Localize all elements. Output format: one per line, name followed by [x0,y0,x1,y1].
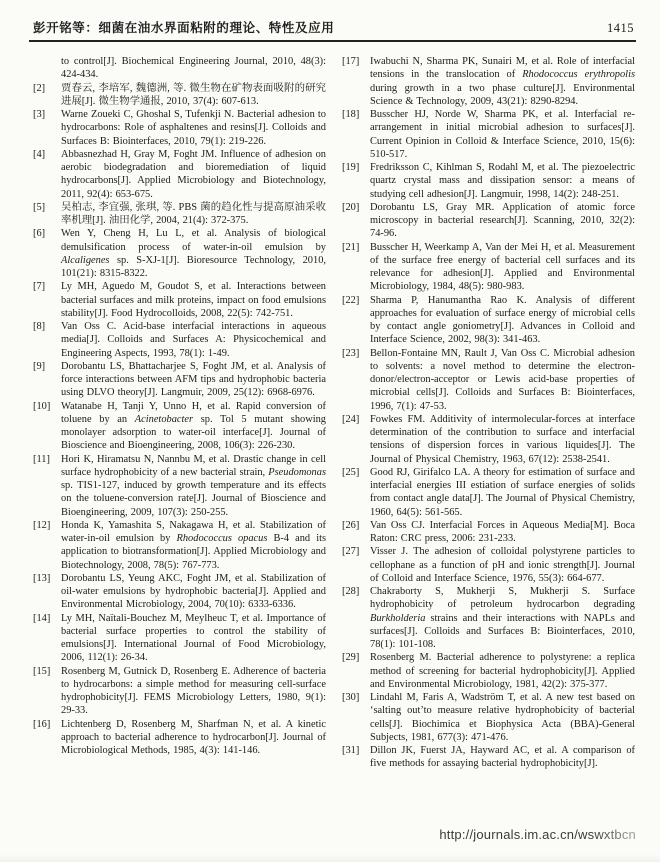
reference-text: 吴柏志, 李宜强, 张琪, 等. PBS 菌的趋化性与提高原油采收率机理[J]. 油田化学, 2004, 21(4): 372-375. [61,201,326,226]
reference-text: Abbasnezhad H, Gray M, Foght JM. Influence of adhesion on aerobic biodegradation and bioremediation of liquid hydrocarbons[J]. Applied Microbiology and Biotechnology, 2011, 92(4): 653-675. [61,148,326,200]
reference-number: [17] [342,56,360,67]
page-number: 1415 [607,21,634,35]
page-footer [439,827,636,842]
reference-item [33,108,326,148]
reference-number: [14] [33,612,51,624]
reference-number: [26] [342,519,360,531]
reference-text: Dorobantu LS, Bhattacharjee S, Foght JM, et al. Analysis of force interactions between AFM tips and hydrophobic bacteria using DLVO theory[J]. Langmuir, 2009, 25(12): 6968-6976. [61,360,326,399]
reference-item [342,651,635,691]
reference-item [342,545,635,585]
reference-number: [23] [342,347,360,359]
reference-text: Wen Y, Cheng H, Lu L, et al. Analysis of biological demulsification process of water-in-oil emulsion by Alcaligenes sp. S-XJ-1[J]. Bioresource Technology, 2010, 101(21): 8315-8322. [61,228,326,279]
reference-item [33,572,326,612]
reference-item [33,201,326,228]
reference-number: [31] [342,745,360,756]
reference-item [33,519,326,572]
reference-item [342,161,635,201]
reference-text: Visser J. The adhesion of colloidal polystyrene particles to cellophane as a function of pH and ionic strength[J]. Journal of Colloid and Interface Science, 1976, 55(3): 664-677. [370,546,635,584]
reference-item [342,201,635,241]
reference-number: [10] [33,400,51,412]
reference-item [33,320,326,360]
reference-number: [9] [33,360,46,372]
reference-text: Watanabe H, Tanji Y, Unno H, et al. Rapid conversion of toluene by an Acinetobacter sp. Tol 5 mutant showing monolayer adsorption to water-oil interface[J]. Journal of Bioscience and Bioengineering, 2008, 106(3): 226-230. [61,400,327,452]
reference-text: Fredriksson C, Kihlman S, Rodahl M, et al. The piezoelectric quartz crystal mass and dissipation sensor: a means of studying cell adhesion[J]. Langmuir, 1998, 14(2): 248-251. [370,162,635,200]
reference-number: [24] [342,413,360,425]
reference-item [33,280,326,320]
reference-text: Hori K, Hiramatsu N, Nannbu M, et al. Drastic change in cell surface hydrophobicity of a new bacterial strain, Pseudomonas sp. TIS1-127, induced by growth temperature and its effects on the toluene-conversion rate[J]. Journal of Bioscience and Bioengineering, 2009, 107(3): 250-255. [61,453,326,518]
reference-number: [5] [33,201,46,213]
reference-text: Busscher HJ, Norde W, Sharma PK, et al. Interfacial re-arrangement in initial microbial adhesion to surfaces[J]. Current Opinion in Colloid & Interface Science, 2010, 15(6): 510-517. [370,109,635,160]
reference-text: Honda K, Yamashita S, Nakagawa H, et al. Stabilization of water-in-oil emulsion by Rhodococcus opacus B-4 and its application to biotransformation[J]. Applied Microbiology and Biotechnology, 2008, 78(5): 767-773. [61,519,327,571]
reference-text: Good RJ, Girifalco LA. A theory for estimation of surface and interfacial energies III estiation of surface energies of solids from contact angle data[J]. The Journal of Physical Chemistry, 1960, 64(5): 561-565. [370,466,635,518]
reference-text: 贾春云, 李培军, 魏德洲, 等. 微生物在矿物表面吸附的研究进展[J]. 微生物学通报, 2010, 37(4): 607-613. [61,82,326,107]
reference-text: Bellon-Fontaine MN, Rault J, Van Oss C. Microbial adhesion to solvents: a novel method to determine the electron-donor/electron-acceptor or Lewis acid-base properties of microbial cells[J]. Colloids and Surfaces B: Biointerfaces, 1996, 7(1): 47-53. [370,347,635,412]
reference-item [342,744,635,771]
reference-text: to control[J]. Biochemical Engineering Journal, 2010, 48(3): 424-434. [61,56,326,81]
reference-text: Dillon JK, Fuerst JA, Hayward AC, et al. A comparison of five methods for assaying bacterial hydrophobicity[J]. [370,745,635,770]
reference-item [33,148,326,201]
reference-item [33,665,326,718]
reference-number: [6] [33,228,46,240]
reference-item [33,55,326,82]
reference-text: Chakraborty S, Mukherji S, Mukherji S. Surface hydrophobicity of petroleum hydrocarbon degrading Burkholderia strains and their interactions with NAPLs and surfaces[J]. Colloids and Surfaces B: Biointerfaces, 2010, 78(1): 101-108. [370,586,635,650]
reference-item [33,718,326,758]
reference-item [33,227,326,280]
reference-item [342,466,635,519]
reference-number: [28] [342,586,360,597]
reference-number: [3] [33,109,46,120]
reference-text: Busscher H, Weerkamp A, Van der Mei H, et al. Measurement of the surface free energy of bacterial cell surfaces and its relevance for adhesion[J]. Applied and Environmental Microbiology, 1984, 48(5): 980-983. [370,241,635,293]
reference-number: [27] [342,546,360,558]
reference-number: [18] [342,109,360,120]
reference-text: Van Oss C. Acid-base interfacial interactions in aqueous media[J]. Colloids and Surfaces A: Physicochemical and Engineering Aspects, 1993, 78(1): 1-49. [61,321,326,359]
reference-item [33,453,326,519]
reference-text: Dorobantu LS, Gray MR. Application of atomic force microscopy in bacterial research[J]. Scanning, 2010, 32(2): 74-96. [370,201,635,240]
reference-text: Lichtenberg D, Rosenberg M, Sharfman N, et al. A kinetic approach to bacterial adherence to hydrocarbon[J]. Journal of Microbiological Methods, 1985, 4(3): 141-146. [61,718,326,756]
reference-text: Van Oss CJ. Interfacial Forces in Aqueous Media[M]. Boca Raton: CRC press, 2006: 231-233. [370,519,635,544]
reference-number: [29] [342,652,360,664]
reference-item [342,413,635,466]
reference-text: Warne Zoueki C, Ghoshal S, Tufenkji N. Bacterial adhesion to hydrocarbons: Role of asphaltenes and resins[J]. Colloids and Surfaces B: Biointerfaces, 2010, 79(1): 219-226. [61,109,326,147]
reference-number: [7] [33,281,46,293]
reference-item [342,241,635,294]
reference-item [33,400,326,453]
reference-number: [30] [342,692,360,703]
reference-number: [15] [33,665,51,677]
reference-number: [8] [33,321,46,332]
reference-number: [25] [342,466,360,478]
reference-number: [11] [33,453,50,465]
reference-item [342,55,635,108]
header-rule [29,40,636,42]
reference-text: Sharma P, Hanumantha Rao K. Analysis of different approaches for evaluation of surface energy of microbial cells by contact angle goniometry[J]. Advances in Colloid and Interface Science, 2002, 98(3): 341-463. [370,294,635,346]
references-section [33,55,635,771]
reference-item [342,691,635,744]
reference-number: [22] [342,294,360,306]
page-header [33,18,634,36]
reference-number: [2] [33,82,46,94]
reference-number: [4] [33,148,46,160]
running-title: 彭开铭等：细菌在油水界面粘附的理论、特性及应用 [33,21,335,35]
reference-text: Ly MH, Naïtali-Bouchez M, Meylheuc T, et al. Importance of bacterial surface properties to control the stability of emulsions[J]. International Journal of Food Microbiology, 2006, 112(1): 26-34. [61,612,326,664]
reference-text: Rosenberg M, Gutnick D, Rosenberg E. Adherence of bacteria to hydrocarbons: a simple method for measuring cell-surface hydrophobicity[J]. FEMS Microbiology Letters, 1980, 9(1): 29-33. [61,665,326,717]
reference-number: [19] [342,162,360,173]
references-column-right [342,55,635,771]
reference-text: Ly MH, Aguedo M, Goudot S, et al. Interactions between bacterial surfaces and milk proteins, impact on food emulsions stability[J]. Food Hydrocolloids, 2008, 22(5): 742-751. [61,281,326,319]
reference-text: Dorobantu LS, Yeung AKC, Foght JM, et al. Stabilization of oil-water emulsions by hydrophobic bacteria[J]. Applied and Environmental Microbiology, 2004, 70(10): 6333-6336. [61,572,326,611]
reference-item [342,294,635,347]
reference-text: Iwabuchi N, Sharma PK, Sunairi M, et al. Role of interfacial tensions in the translocation of Rhodococcus erythropolis during growth in a two phase culture[J]. Environmental Science & Technology, 2009, 43(21): 8290-8294. [370,56,635,107]
reference-text: Rosenberg M. Bacterial adherence to polystyrene: a replica method of screening for bacterial hydrophobicity[J]. Applied and Environmental Microbiology, 1981, 42(2): 375-377. [370,652,635,690]
reference-item [342,347,635,413]
reference-number: [13] [33,572,51,584]
scan-edge-shadow [0,854,660,862]
reference-number: [16] [33,718,51,730]
reference-item [342,585,635,651]
reference-text: Fowkes FM. Additivity of intermolecular-forces at interface determination of the contribution to surface and interfacial tensions of dispersion forces in various liquides[J]. The Journal of Physical Chemistry, 1963, 67(12): 2538-2541. [370,413,635,465]
reference-item [342,519,635,546]
reference-item [33,360,326,400]
journal-url: http://journals.im.ac.cn/wswxtbcn [439,827,636,842]
references-column-left [33,55,326,771]
reference-number: [21] [342,241,360,253]
reference-number: [12] [33,519,51,531]
reference-text: Lindahl M, Faris A, Wadström T, et al. A new test based on ‘salting out’to measure relative hydrophobicity of bacterial cells[J]. Biochimica et Biophysica Acta (BBA)-General Subjects, 1981, 677(3): 471-476. [370,692,635,743]
reference-item [33,82,326,109]
reference-number: [20] [342,201,360,213]
reference-item [33,612,326,665]
reference-item [342,108,635,161]
